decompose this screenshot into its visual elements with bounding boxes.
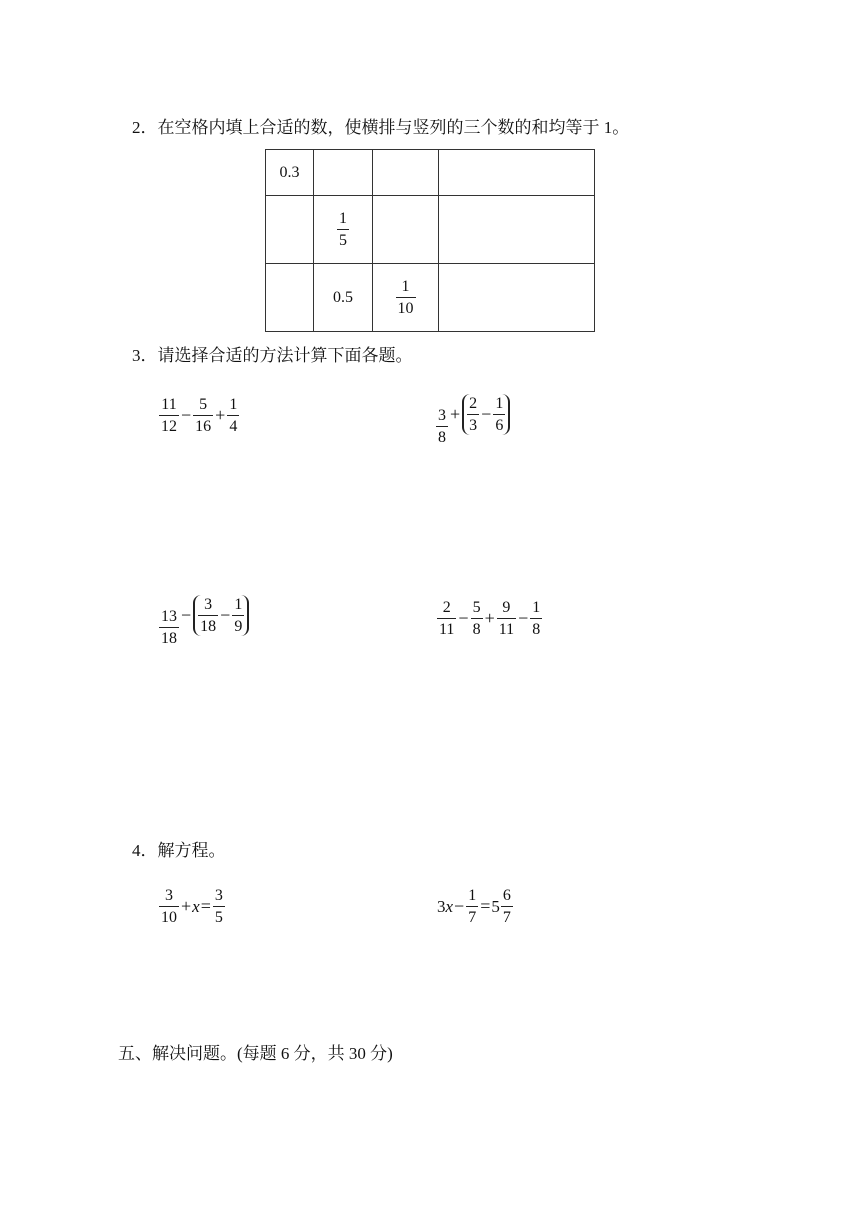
fraction: $\frac{1}{6}$ [495,395,504,434]
grid-cell-r2c1[interactable] [266,196,314,264]
operator: − [181,605,192,625]
operator: − [220,605,231,625]
equation-2 [437,886,514,927]
grid-cell-r3c3 [373,264,439,332]
grid-cell-r2c2 [314,196,373,264]
grid-cell-r2c4 [439,196,595,264]
section-5-title: 五、解决问题。(每题 6 分，共 30 分) [118,1044,393,1063]
fraction: $\frac{1}{7}$ [468,887,477,926]
operator: − [481,404,492,424]
fraction: $\frac{2}{3}$ [469,395,478,434]
operator: + [484,608,495,628]
question-3-title: 3．请选择合适的方法计算下面各题。 [132,346,413,365]
grid-cell-r2c3[interactable] [373,196,439,264]
fraction: $\frac{3}{5}$ [214,887,223,926]
question-4-title: 4．解方程。 [132,841,226,860]
fraction: $\frac{1}{8}$ [532,599,541,638]
grid-cell-r1c3[interactable] [373,150,439,196]
fraction: $\frac{11}{12}$ [161,396,177,435]
fraction: $\frac{5}{8}$ [472,599,481,638]
fraction: $\frac{1}{4}$ [229,396,238,435]
fraction: $\frac{1}{9}$ [234,596,243,635]
variable-x: x [192,896,200,916]
grid-cell-r3c4 [439,264,595,332]
grid-cell-r1c4 [439,150,595,196]
question-2-title: 2．在空格内填上合适的数，使横排与竖列的三个数的和均等于 1。 [132,118,630,137]
equals-sign: = [200,896,211,916]
coefficient: 3 [437,896,446,916]
expression-4 [436,598,543,639]
operator: + [181,896,192,916]
equals-sign: = [480,896,491,916]
operator: − [454,896,465,916]
expression-1 [158,395,240,436]
fraction: $\frac{3}{10}$ [161,887,177,926]
operator: + [215,405,226,425]
sum-grid-table [265,149,595,332]
grid-cell-r1c2[interactable] [314,150,373,196]
fraction: $\frac{6}{7}$ [502,887,511,926]
fraction: $\frac{1}{5}$ [339,210,347,249]
operator: − [458,608,469,628]
parenthesis-group [462,394,510,435]
fraction: $\frac{3}{18}$ [200,596,217,635]
expression-3 [158,583,249,648]
expression-2 [435,382,510,447]
fraction: $\frac{1}{10}$ [397,278,414,317]
whole-number: 5 [491,896,500,916]
operator: − [181,405,192,425]
equation-1 [158,886,226,927]
fraction: $\frac{2}{11}$ [439,599,455,638]
fraction: $\frac{13}{18}$ [161,608,177,647]
fraction: $\frac{9}{11}$ [498,599,515,638]
fraction: $\frac{5}{16}$ [195,396,212,435]
parenthesis-group [193,595,249,636]
operator: + [450,404,461,424]
grid-cell-r3c2: 0.5 [314,264,373,332]
grid-cell-r1c1[interactable]: 0.3 [266,150,314,196]
fraction: $\frac{3}{8}$ [438,407,446,446]
grid-cell-r3c1[interactable] [266,264,314,332]
variable-x: x [445,896,454,916]
operator: − [518,608,529,628]
